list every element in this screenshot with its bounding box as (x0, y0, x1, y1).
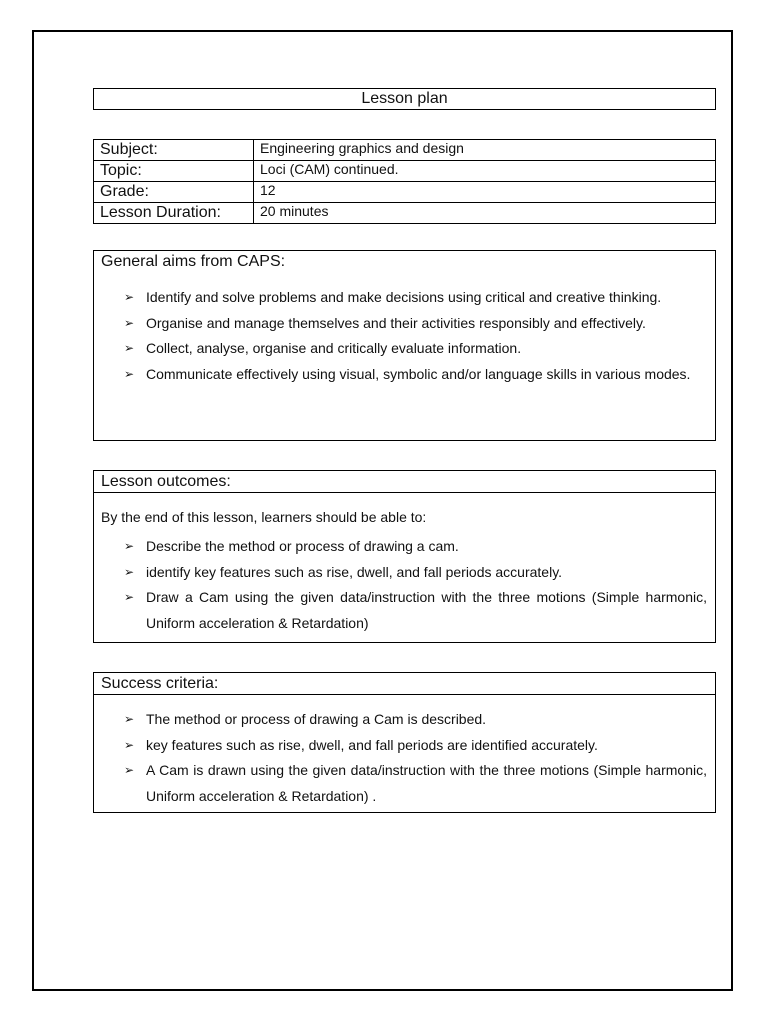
duration-value: 20 minutes (254, 203, 716, 224)
arrow-bullet-icon: ➢ (124, 737, 135, 752)
duration-label: Lesson Duration: (94, 203, 254, 224)
grade-label: Grade: (94, 182, 254, 203)
lesson-outcomes-section (93, 470, 716, 643)
list-item: ➢ The method or process of drawing a Cam is described. (94, 707, 715, 733)
lesson-info-table (93, 139, 716, 224)
subject-value: Engineering graphics and design (254, 140, 716, 161)
list-item: ➢ A Cam is drawn using the given data/instruction with the three motions (Simple harmonic, Uniform acceleration & Retardation) . (94, 758, 715, 809)
lesson-outcomes-heading: Lesson outcomes: (94, 471, 715, 493)
success-criteria-section (93, 672, 716, 813)
list-item: ➢ key features such as rise, dwell, and fall periods are identified accurately. (94, 733, 715, 759)
table-row (94, 203, 716, 224)
arrow-bullet-icon: ➢ (124, 590, 135, 604)
list-item: ➢ Identify and solve problems and make decisions using critical and creative thinking. (94, 285, 715, 311)
arrow-bullet-icon: ➢ (124, 539, 135, 553)
grade-value: 12 (254, 182, 716, 203)
topic-label: Topic: (94, 161, 254, 182)
arrow-bullet-icon: ➢ (124, 564, 135, 579)
lesson-outcomes-list (94, 534, 715, 636)
general-aims-section (93, 250, 716, 441)
arrow-bullet-icon: ➢ (124, 315, 135, 330)
topic-value: Loci (CAM) continued. (254, 161, 716, 182)
list-item: ➢ identify key features such as rise, dwell, and fall periods accurately. (94, 560, 715, 586)
table-row (94, 182, 716, 203)
subject-label: Subject: (94, 140, 254, 161)
arrow-bullet-icon: ➢ (124, 341, 135, 355)
arrow-bullet-icon: ➢ (124, 712, 135, 726)
list-item: ➢ Communicate effectively using visual, symbolic and/or language skills in various modes. (94, 362, 715, 388)
success-criteria-heading: Success criteria: (94, 673, 715, 695)
arrow-bullet-icon: ➢ (124, 366, 135, 381)
lesson-plan-title: Lesson plan (93, 88, 716, 110)
arrow-bullet-icon: ➢ (124, 290, 135, 304)
list-item: ➢ Collect, analyse, organise and critically evaluate information. (94, 336, 715, 362)
list-item: ➢ Organise and manage themselves and their activities responsibly and effectively. (94, 311, 715, 337)
table-row (94, 161, 716, 182)
lesson-outcomes-intro: By the end of this lesson, learners should be able to: (101, 509, 427, 525)
list-item: ➢ Draw a Cam using the given data/instruction with the three motions (Simple harmonic, Uniform acceleration & Retardation) (94, 585, 715, 636)
list-item: ➢ Describe the method or process of drawing a cam. (94, 534, 715, 560)
general-aims-list (94, 285, 715, 387)
general-aims-heading: General aims from CAPS: (101, 253, 286, 270)
success-criteria-list (94, 707, 715, 809)
arrow-bullet-icon: ➢ (124, 763, 135, 777)
table-row (94, 140, 716, 161)
